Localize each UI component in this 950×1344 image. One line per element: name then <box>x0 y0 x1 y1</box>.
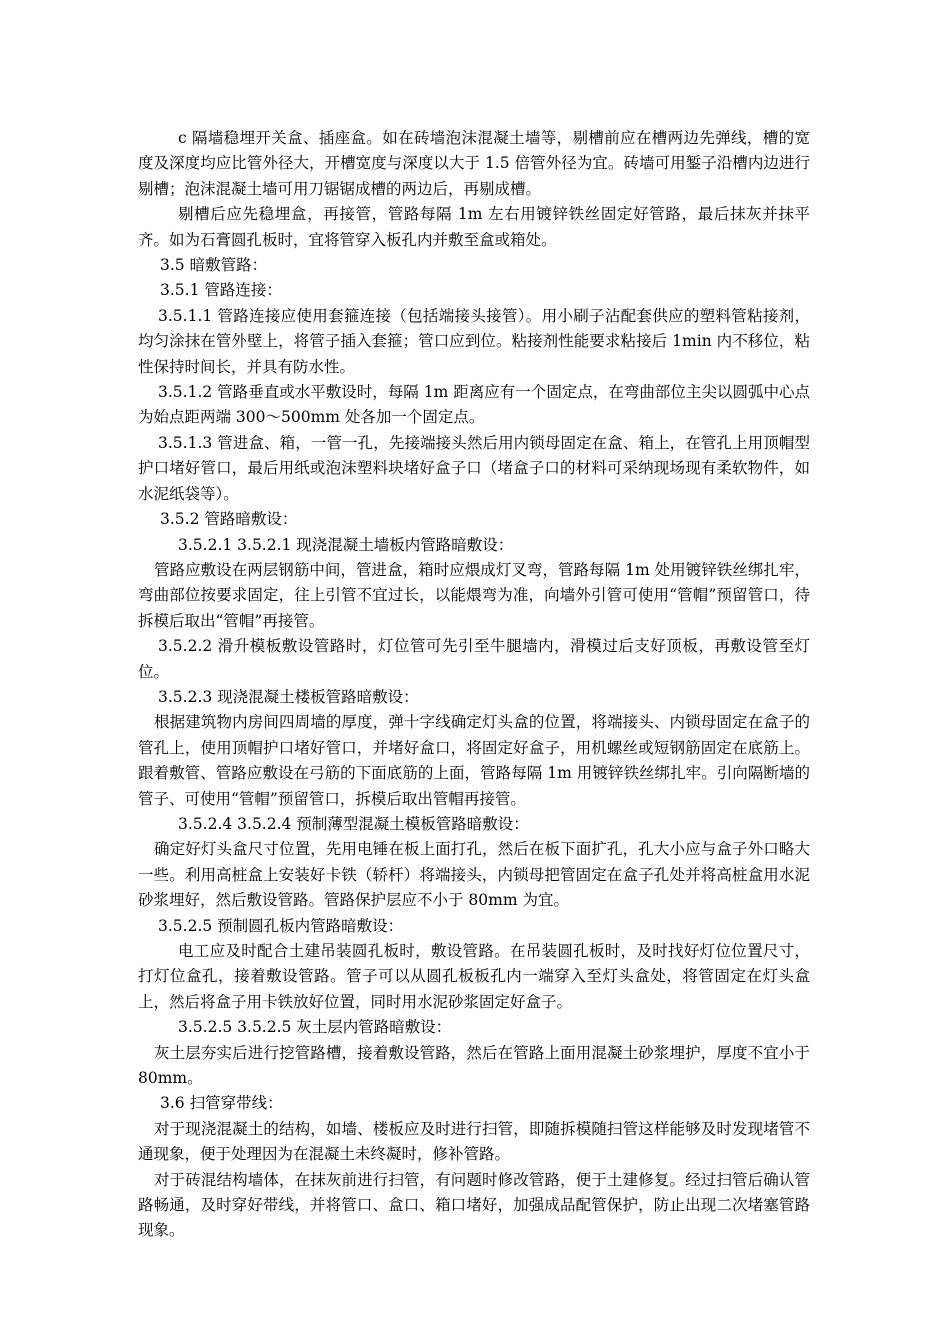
paragraph: 3.5.2.4 3.5.2.4 预制薄型混凝土模板管路暗敷设： <box>178 814 529 833</box>
paragraph: 根据建筑物内房间四周墙的厚度，弹十字线确定灯头盒的位置，将端接头、内锁母固定在盒子的管孔上，使用顶帽护口堵好管口，并堵好盒口，将固定好盒子，用机螺丝或短钢筋固定在底筋上。跟着敷管、管路应敷设在弓筋的下面底筋的上面，管路每隔 1m 用镀锌铁丝绑扎牢。引向隔断墙的管子、可使用“管帽”预留管口，拆模后取出管帽再接管。 <box>138 713 810 808</box>
paragraph: 确定好灯头盒尺寸位置，先用电锤在板上面打孔，然后在板下面扩孔，孔大小应与盒子外口略大一些。利用高桩盒上安装好卡铁（轿杆）将端接头，内锁母把管固定在盒子孔处并将高桩盒用水泥砂浆埋好，然后敷设管路。管路保护层应不小于 80mm 为宜。 <box>138 840 810 910</box>
paragraph: 电工应及时配合土建吊装圆孔板时，敷设管路。在吊装圆孔板时，及时找好灯位位置尺寸，打灯位盒孔，接着敷设管路。管子可以从圆孔板板孔内一端穿入至灯头盒处，将管固定在灯头盒上，然后将盒子用卡铁放好位置，同时用水泥砂浆固定好盒子。 <box>138 942 810 1011</box>
paragraph: 3.5.2.5 3.5.2.5 灰土层内管路暗敷设： <box>178 1018 452 1037</box>
paragraph: 3.5.1.3 管进盒、箱，一管一孔，先接端接头然后用内锁母固定在盒、箱上，在管孔上用顶帽型护口堵好管口，最后用纸或泡沫塑料块堵好盒子口（堵盒子口的材料可采纳现场现有柔软物件，如水泥纸袋等）。 <box>138 433 810 503</box>
paragraph: 3.5 暗敷管路： <box>160 256 268 275</box>
paragraph: c 隔墙稳埋开关盒、插座盒。如在砖墙泡沫混凝土墙等，剔槽前应在槽两边先弹线，槽的宽度及深度均应比管外径大，开槽宽度与深度以大于 1.5 倍管外径为宜。砖墙可用錾子沿槽内边进行剔槽；泡沫混凝土墙可用刀锯锯成槽的两边后，再剔成槽。 <box>138 129 810 198</box>
paragraph: 管路应敷设在两层钢筋中间，管进盒，箱时应煨成灯叉弯，管路每隔 1m 处用镀锌铁丝绑扎牢，弯曲部位按要求固定，往上引管不宜过长，以能煨弯为准，向墙外引管可使用“管帽”预留管口，待拆模后取出“管帽”再接管。 <box>138 560 810 630</box>
paragraph: 3.5.2.3 现浇混凝土楼板管路暗敷设： <box>158 687 419 706</box>
paragraph: 3.5.1.1 管路连接应使用套箍连接（包括端接头接管）。用小刷子沾配套供应的塑料管粘接剂，均匀涂抹在管外壁上，将管子插入套箍；管口应到位。粘接剂性能要求粘接后 1min 内不移位，粘性保持时间长，并具有防水性。 <box>138 306 810 376</box>
paragraph: 3.5.1.2 管路垂直或水平敷设时，每隔 1m 距离应有一个固定点，在弯曲部位主尖以圆弧中心点为始点距两端 300～500mm 处各加一个固定点。 <box>138 383 810 427</box>
paragraph: 对于现浇混凝土的结构，如墙、楼板应及时进行扫管，即随拆模随扫管这样能够及时发现堵管不通现象，便于处理因为在混凝土未终凝时，修补管路。 <box>138 1119 810 1164</box>
paragraph: 3.5.2.5 预制圆孔板内管路暗敷设： <box>158 916 404 935</box>
paragraph: 对于砖混结构墙体，在抹灰前进行扫管，有问题时修改管路，便于土建修复。经过扫管后确认管路畅通，及时穿好带线，并将管口、盒口、箱口堵好，加强成品配管保护，防止出现二次堵塞管路现象。 <box>138 1170 810 1240</box>
paragraph: 灰土层夯实后进行挖管路槽，接着敷设管路，然后在管路上面用混凝土砂浆埋护，厚度不宜小于 80mm。 <box>138 1043 810 1088</box>
paragraph: 3.5.1 管路连接： <box>160 281 282 300</box>
paragraph: 3.5.2.2 滑升模板敷设管路时，灯位管可先引至牛腿墙内，滑模过后支好顶板，再敷设管至灯位。 <box>138 637 810 681</box>
paragraph: 3.5.2.1 3.5.2.1 现浇混凝土墙板内管路暗敷设： <box>178 535 514 554</box>
paragraph: 剔槽后应先稳埋盒，再接管，管路每隔 1m 左右用镀锌铁丝固定好管路，最后抹灰并抹平齐。如为石膏圆孔板时，宜将管穿入板孔内并敷至盒或箱处。 <box>138 205 810 249</box>
document-body <box>138 126 810 1244</box>
paragraph: 3.6 扫管穿带线： <box>160 1094 283 1113</box>
paragraph: 3.5.2 管路暗敷设： <box>160 510 298 529</box>
